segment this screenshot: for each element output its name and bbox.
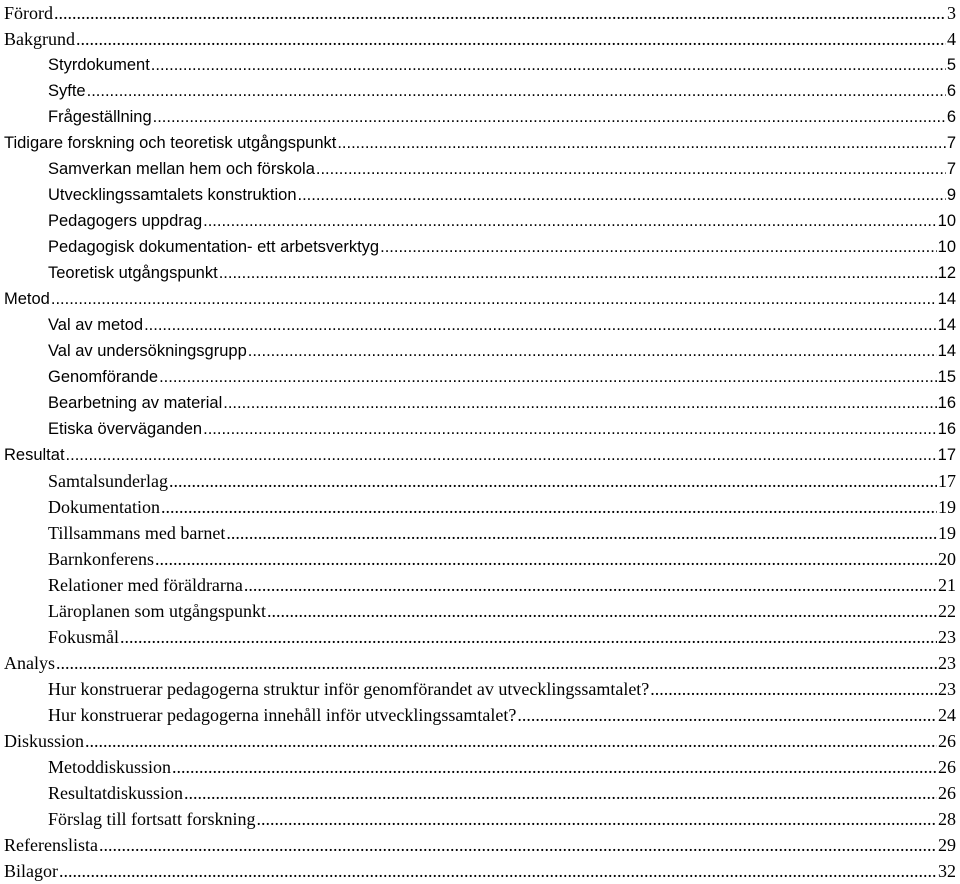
- toc-entry[interactable]: [4, 416, 956, 442]
- toc-entry[interactable]: [4, 442, 956, 468]
- toc-dot-leader: [161, 494, 937, 520]
- toc-entry-page-number: 10: [937, 238, 956, 256]
- toc-dot-leader: [51, 286, 937, 312]
- toc-entry-page-number: 7: [946, 134, 956, 152]
- toc-entry-title: Styrdokument: [48, 56, 150, 74]
- toc-entry-title: Teoretisk utgångspunkt: [48, 264, 218, 282]
- toc-entry-page-number: 32: [938, 861, 956, 881]
- toc-entry[interactable]: [4, 208, 956, 234]
- toc-dot-leader: [650, 676, 937, 702]
- toc-entry[interactable]: [4, 754, 956, 780]
- toc-entry-title: Metoddiskussion: [48, 757, 172, 777]
- toc-entry-page-number: 26: [938, 731, 956, 751]
- toc-entry[interactable]: [4, 650, 956, 676]
- toc-dot-leader: [184, 780, 937, 806]
- toc-entry[interactable]: [4, 546, 956, 572]
- toc-entry[interactable]: [4, 286, 956, 312]
- toc-entry-page-number: 16: [937, 420, 956, 438]
- toc-entry-title: Pedagogisk dokumentation- ett arbetsverktyg: [48, 238, 380, 256]
- toc-entry-title: Förord: [4, 3, 53, 23]
- toc-dot-leader: [172, 754, 937, 780]
- toc-entry-page-number: 29: [938, 835, 956, 855]
- toc-entry-page-number: 6: [946, 108, 956, 126]
- toc-entry[interactable]: [4, 780, 956, 806]
- toc-dot-leader: [155, 546, 937, 572]
- toc-entry-title: Hur konstruerar pedagogerna struktur inför genomförandet av utvecklingssamtalet?: [48, 679, 650, 699]
- toc-entry[interactable]: [4, 390, 956, 416]
- toc-entry[interactable]: [4, 624, 956, 650]
- toc-entry-page-number: 17: [937, 446, 956, 464]
- toc-entry-title: Analys: [4, 653, 55, 673]
- toc-entry-title: Barnkonferens: [48, 549, 154, 569]
- toc-entry[interactable]: [4, 182, 956, 208]
- toc-entry-page-number: 4: [947, 29, 956, 49]
- toc-entry-page-number: 23: [938, 627, 956, 647]
- toc-dot-leader: [380, 234, 937, 260]
- toc-entry-title: Syfte: [48, 82, 86, 100]
- toc-entry[interactable]: [4, 338, 956, 364]
- toc-entry-page-number: 15: [937, 368, 956, 386]
- toc-dot-leader: [226, 520, 937, 546]
- toc-dot-leader: [159, 364, 937, 390]
- toc-entry-page-number: 23: [938, 653, 956, 673]
- toc-entry-title: Tillsammans med barnet: [48, 523, 226, 543]
- toc-entry-title: Etiska överväganden: [48, 420, 203, 438]
- toc-entry[interactable]: [4, 572, 956, 598]
- toc-dot-leader: [248, 338, 937, 364]
- toc-entry-title: Diskussion: [4, 731, 85, 751]
- toc-entry-page-number: 20: [938, 549, 956, 569]
- toc-entry-title: Bilagor: [4, 861, 58, 881]
- toc-dot-leader: [54, 0, 946, 26]
- toc-dot-leader: [337, 130, 945, 156]
- toc-entry[interactable]: [4, 598, 956, 624]
- toc-entry[interactable]: [4, 468, 956, 494]
- toc-entry[interactable]: [4, 312, 956, 338]
- toc-entry-title: Referenslista: [4, 835, 98, 855]
- toc-entry-page-number: 7: [946, 160, 956, 178]
- toc-dot-leader: [203, 208, 937, 234]
- toc-entry-title: Genomförande: [48, 368, 159, 386]
- toc-entry-page-number: 17: [938, 471, 956, 491]
- toc-dot-leader: [298, 182, 946, 208]
- toc-entry[interactable]: [4, 234, 956, 260]
- toc-entry-title: Resultat: [4, 446, 65, 464]
- toc-entry[interactable]: [4, 130, 956, 156]
- toc-entry[interactable]: [4, 832, 956, 858]
- toc-dot-leader: [244, 572, 937, 598]
- toc-dot-leader: [66, 442, 937, 468]
- toc-entry-title: Metod: [4, 290, 50, 308]
- toc-entry-page-number: 6: [946, 82, 956, 100]
- toc-entry-page-number: 14: [937, 290, 956, 308]
- toc-entry-title: Förslag till fortsatt forskning: [48, 809, 256, 829]
- toc-entry-page-number: 14: [937, 316, 956, 334]
- toc-dot-leader: [59, 858, 937, 884]
- toc-entry-title: Relationer med föräldrarna: [48, 575, 243, 595]
- toc-entry-page-number: 5: [946, 56, 956, 74]
- toc-dot-leader: [223, 390, 936, 416]
- toc-entry-page-number: 21: [938, 575, 956, 595]
- toc-entry-title: Frågeställning: [48, 108, 152, 126]
- toc-entry-title: Samtalsunderlag: [48, 471, 168, 491]
- toc-entry-title: Bearbetning av material: [48, 394, 223, 412]
- toc-entry-page-number: 19: [938, 497, 956, 517]
- toc-entry-title: Pedagogers uppdrag: [48, 212, 203, 230]
- toc-entry-title: Bakgrund: [4, 29, 75, 49]
- toc-dot-leader: [169, 468, 937, 494]
- toc-dot-leader: [256, 806, 937, 832]
- toc-entry-page-number: 10: [937, 212, 956, 230]
- toc-entry[interactable]: [4, 78, 956, 104]
- toc-entry-title: Läroplanen som utgångspunkt: [48, 601, 266, 621]
- toc-dot-leader: [76, 26, 946, 52]
- toc-entry-page-number: 14: [937, 342, 956, 360]
- toc-dot-leader: [56, 650, 937, 676]
- toc-entry-page-number: 26: [938, 757, 956, 777]
- toc-dot-leader: [267, 598, 937, 624]
- toc-entry[interactable]: [4, 858, 956, 884]
- toc-entry[interactable]: [4, 260, 956, 286]
- toc-dot-leader: [99, 832, 937, 858]
- toc-dot-leader: [153, 104, 946, 130]
- toc-dot-leader: [219, 260, 937, 286]
- toc-entry-title: Samverkan mellan hem och förskola: [48, 160, 315, 178]
- toc-dot-leader: [120, 624, 937, 650]
- toc-entry-title: Val av metod: [48, 316, 144, 334]
- toc-entry[interactable]: [4, 26, 956, 52]
- toc-dot-leader: [85, 728, 937, 754]
- toc-entry[interactable]: [4, 702, 956, 728]
- toc-entry-page-number: 26: [938, 783, 956, 803]
- toc-entry[interactable]: [4, 520, 956, 546]
- table-of-contents: [4, 0, 956, 884]
- toc-entry-page-number: 28: [938, 809, 956, 829]
- toc-entry-page-number: 24: [938, 705, 956, 725]
- toc-entry-title: Resultatdiskussion: [48, 783, 184, 803]
- toc-entry-title: Val av undersökningsgrupp: [48, 342, 247, 360]
- toc-entry-page-number: 12: [937, 264, 956, 282]
- toc-entry-title: Fokusmål: [48, 627, 120, 647]
- toc-entry-title: Tidigare forskning och teoretisk utgångspunkt: [4, 134, 337, 152]
- toc-entry[interactable]: [4, 0, 956, 26]
- toc-dot-leader: [151, 52, 946, 78]
- toc-entry[interactable]: [4, 676, 956, 702]
- toc-dot-leader: [144, 312, 937, 338]
- toc-dot-leader: [203, 416, 937, 442]
- toc-dot-leader: [87, 78, 946, 104]
- toc-entry-page-number: 9: [946, 186, 956, 204]
- toc-entry-title: Utvecklingssamtalets konstruktion: [48, 186, 297, 204]
- toc-entry-page-number: 3: [947, 3, 956, 23]
- toc-entry[interactable]: [4, 52, 956, 78]
- toc-entry[interactable]: [4, 806, 956, 832]
- toc-entry-page-number: 16: [937, 394, 956, 412]
- toc-entry[interactable]: [4, 494, 956, 520]
- toc-entry[interactable]: [4, 364, 956, 390]
- toc-entry-title: Hur konstruerar pedagogerna innehåll inför utvecklingssamtalet?: [48, 705, 517, 725]
- toc-entry-page-number: 22: [938, 601, 956, 621]
- toc-entry[interactable]: [4, 728, 956, 754]
- toc-dot-leader: [316, 156, 946, 182]
- toc-entry[interactable]: [4, 104, 956, 130]
- toc-entry-page-number: 19: [938, 523, 956, 543]
- toc-entry[interactable]: [4, 156, 956, 182]
- toc-entry-title: Dokumentation: [48, 497, 160, 517]
- toc-entry-page-number: 23: [938, 679, 956, 699]
- toc-dot-leader: [517, 702, 937, 728]
